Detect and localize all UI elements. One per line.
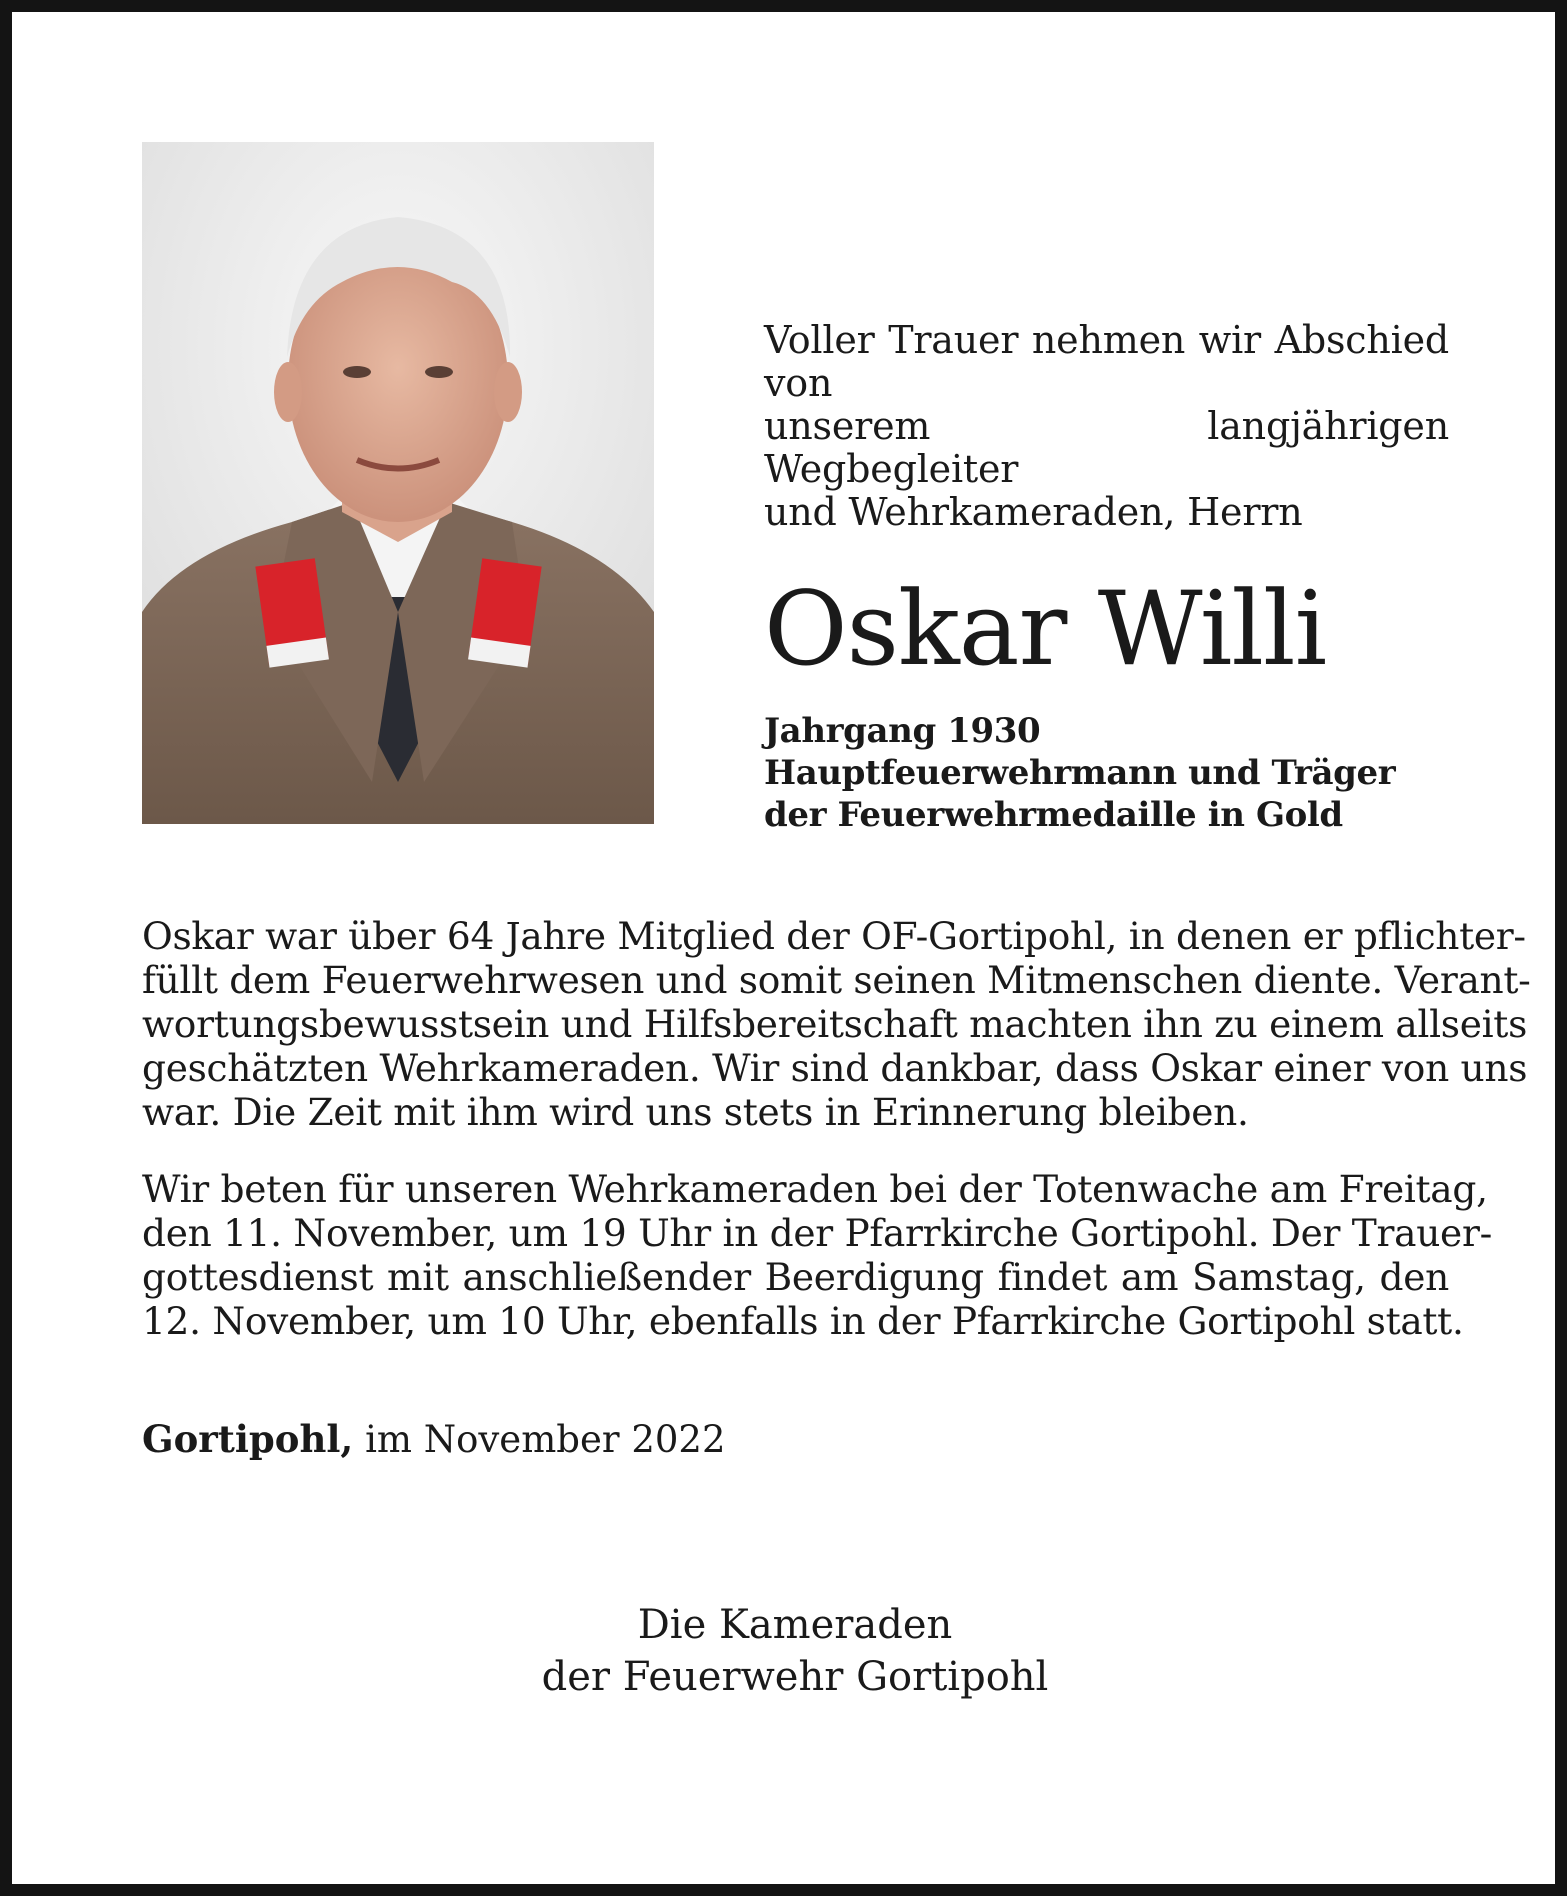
tribute-paragraph bbox=[142, 914, 1531, 1134]
paragraph-line: den 11. November, um 19 Uhr in der Pfarrkirche Gortipohl. Der Trauer- bbox=[142, 1211, 1492, 1255]
intro-line: Voller Trauer nehmen wir Abschied von bbox=[764, 318, 1449, 405]
paragraph-line: Wir beten für unseren Wehrkameraden bei der Totenwache am Freitag, bbox=[142, 1167, 1488, 1211]
detail-line: Jahrgang 1930 bbox=[764, 711, 1041, 751]
date-text: im November 2022 bbox=[353, 1418, 726, 1461]
paragraph-line: 12. November, um 10 Uhr, ebenfalls in der Pfarrkirche Gortipohl statt. bbox=[142, 1299, 1464, 1343]
detail-line: der Feuerwehrmedaille in Gold bbox=[764, 795, 1343, 835]
paragraph-line: gottesdienst mit anschließender Beerdigung findet am Samstag, den bbox=[142, 1255, 1449, 1299]
paragraph-line: wortungsbewusstsein und Hilfsbereitschaft machten ihn zu einem allseits bbox=[142, 1002, 1528, 1046]
signature-line: der Feuerwehr Gortipohl bbox=[541, 1654, 1049, 1700]
signature-line: Die Kameraden bbox=[637, 1602, 953, 1648]
paragraph-line: war. Die Zeit mit ihm wird uns stets in Erinnerung bleiben. bbox=[142, 1090, 1249, 1134]
deceased-name: Oskar Willi bbox=[764, 570, 1327, 689]
intro-line: unserem langjährigen Wegbegleiter bbox=[764, 404, 1449, 491]
place-date bbox=[142, 1417, 725, 1462]
paragraph-line: füllt dem Feuerwehrwesen und somit seinen Mitmenschen diente. Verant- bbox=[142, 958, 1531, 1002]
paragraph-line: Oskar war über 64 Jahre Mitglied der OF-Gortipohl, in denen er pflichter- bbox=[142, 914, 1526, 958]
portrait-illustration bbox=[142, 142, 654, 824]
deceased-details bbox=[764, 710, 1464, 836]
paragraph-line: geschätzten Wehrkameraden. Wir sind dankbar, dass Oskar einer von uns bbox=[142, 1046, 1528, 1090]
intro-text bbox=[764, 319, 1449, 534]
signature bbox=[295, 1599, 1295, 1703]
place-name: Gortipohl, bbox=[142, 1417, 354, 1461]
portrait-photo bbox=[142, 142, 654, 824]
intro-line: und Wehrkameraden, Herrn bbox=[764, 490, 1303, 534]
detail-line: Hauptfeuerwehrmann und Träger bbox=[764, 753, 1396, 793]
funeral-info-paragraph bbox=[142, 1167, 1492, 1343]
